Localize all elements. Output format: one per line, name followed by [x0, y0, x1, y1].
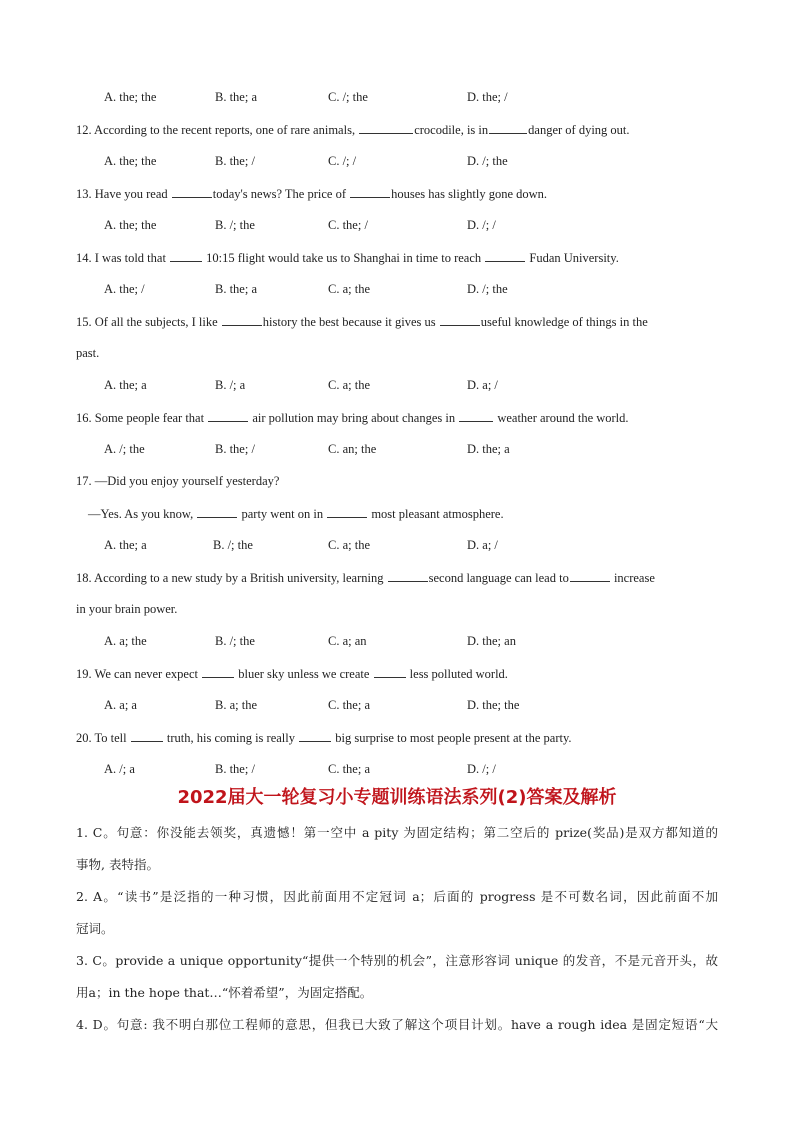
answer-1-line-2: 事物, 表特指。 [76, 857, 159, 872]
q19-text-c: less polluted world. [406, 667, 508, 681]
q13-blank-1[interactable] [172, 185, 212, 198]
q16-text-b: air pollution may bring about changes in [249, 411, 459, 425]
q15-option-a[interactable]: A. the; a [104, 378, 147, 392]
q17-option-a[interactable]: A. the; a [104, 538, 147, 552]
q20-text-b: truth, his coming is really [163, 731, 299, 745]
q15-text-b: history the best because it gives us [262, 315, 439, 329]
q19-text-b: bluer sky unless we create [235, 667, 373, 681]
q12-blank-2[interactable] [489, 121, 527, 134]
q18-option-d[interactable]: D. the; an [467, 634, 516, 648]
q20-blank-2[interactable] [299, 729, 331, 742]
q17-blank-2[interactable] [327, 505, 367, 518]
q19-blank-1[interactable] [202, 665, 234, 678]
q17-option-c[interactable]: C. a; the [328, 538, 371, 552]
answer-3-line-1: 3. C。provide a unique opportunity“提供一个特别的机会”，注意形容词 unique 的发音，不是元音开头，故 [76, 953, 718, 968]
q20-option-b[interactable]: B. the; / [215, 762, 255, 776]
q15-blank-1[interactable] [222, 313, 262, 326]
q14-text-a: 14. I was told that [76, 251, 170, 265]
q18-option-b[interactable]: B. /; the [215, 634, 255, 648]
q12-blank-1[interactable] [359, 121, 413, 134]
question-14 [76, 249, 718, 266]
q17-option-b[interactable]: B. /; the [213, 538, 253, 552]
q17-text-b: —Yes. As you know, [88, 507, 197, 521]
q13-text-c: houses has slightly gone down. [391, 187, 548, 201]
q20-option-d[interactable]: D. /; / [467, 762, 496, 776]
q11-option-a[interactable]: A. the; the [104, 90, 157, 104]
q17-text-d: most pleasant atmosphere. [368, 507, 504, 521]
q20-text-a: 20. To tell [76, 731, 130, 745]
question-12 [76, 121, 718, 138]
q20-blank-1[interactable] [131, 729, 163, 742]
q18-option-a[interactable]: A. a; the [104, 634, 147, 648]
q13-option-c[interactable]: C. the; / [328, 218, 368, 232]
q19-text-a: 19. We can never expect [76, 667, 202, 681]
q18-blank-1[interactable] [388, 569, 428, 582]
q12-option-a[interactable]: A. the; the [104, 154, 157, 168]
q18-text-c: increase [610, 571, 655, 585]
q15-text-a: 15. Of all the subjects, I like [76, 315, 221, 329]
q13-text-b: today's news? The price of [212, 187, 350, 201]
q18-text-b: second language can lead to [428, 571, 569, 585]
q11-option-c[interactable]: C. /; the [328, 90, 368, 104]
q12-text-c: danger of dying out. [528, 123, 630, 137]
q14-option-d[interactable]: D. /; the [467, 282, 508, 296]
question-17-reply [88, 505, 718, 522]
q14-text-c: Fudan University. [526, 251, 619, 265]
q12-option-b[interactable]: B. the; / [215, 154, 255, 168]
q18-option-c[interactable]: C. a; an [328, 634, 367, 648]
q12-option-c[interactable]: C. /; / [328, 154, 357, 168]
q16-text-c: weather around the world. [494, 411, 629, 425]
q20-text-c: big surprise to most people present at the party. [332, 731, 572, 745]
q16-blank-2[interactable] [459, 409, 493, 422]
question-20 [76, 729, 718, 746]
q15-option-d[interactable]: D. a; / [467, 378, 498, 392]
q15-option-c[interactable]: C. a; the [328, 378, 371, 392]
q20-option-c[interactable]: C. the; a [328, 762, 371, 776]
q13-blank-2[interactable] [350, 185, 390, 198]
question-13 [76, 185, 718, 202]
q16-blank-1[interactable] [208, 409, 248, 422]
q13-option-a[interactable]: A. the; the [104, 218, 157, 232]
q18-text-a: 18. According to a new study by a British university, learning [76, 571, 387, 585]
question-19 [76, 665, 718, 682]
answer-2-line-1: 2. A。“读书”是泛指的一种习惯，因此前面用不定冠词 a；后面的 progress 是不可数名词，因此前面不加 [76, 889, 718, 904]
q20-option-a[interactable]: A. /; a [104, 762, 135, 776]
question-15-continued: past. [76, 346, 100, 360]
answer-4-line-1: 4. D。句意: 我不明白那位工程师的意思，但我已大致了解这个项目计划。have a rough idea 是固定短语“大 [76, 1017, 718, 1032]
q14-option-a[interactable]: A. the; / [104, 282, 145, 296]
q18-blank-2[interactable] [570, 569, 610, 582]
q17-text-c: party went on in [238, 507, 327, 521]
q16-option-b[interactable]: B. the; / [215, 442, 255, 456]
q19-blank-2[interactable] [374, 665, 406, 678]
q19-option-a[interactable]: A. a; a [104, 698, 137, 712]
q11-option-d[interactable]: D. the; / [467, 90, 508, 104]
q19-option-c[interactable]: C. the; a [328, 698, 371, 712]
q13-text-a: 13. Have you read [76, 187, 171, 201]
q12-text-a: 12. According to the recent reports, one of rare animals, [76, 123, 359, 137]
q14-blank-2[interactable] [485, 249, 525, 262]
q12-option-d[interactable]: D. /; the [467, 154, 508, 168]
q12-text-b: crocodile, is in [414, 123, 489, 137]
question-16 [76, 409, 718, 426]
q16-option-c[interactable]: C. an; the [328, 442, 377, 456]
q16-option-d[interactable]: D. the; a [467, 442, 510, 456]
q19-option-d[interactable]: D. the; the [467, 698, 520, 712]
q13-option-b[interactable]: B. /; the [215, 218, 255, 232]
q16-option-a[interactable]: A. /; the [104, 442, 145, 456]
answer-section-title: 2022届大一轮复习小专题训练语法系列(2)答案及解析 [177, 787, 617, 808]
question-15 [76, 313, 718, 330]
q14-option-b[interactable]: B. the; a [215, 282, 258, 296]
question-18-continued: in your brain power. [76, 602, 178, 616]
q14-option-c[interactable]: C. a; the [328, 282, 371, 296]
q13-option-d[interactable]: D. /; / [467, 218, 496, 232]
q14-blank-1[interactable] [170, 249, 202, 262]
q16-text-a: 16. Some people fear that [76, 411, 208, 425]
q11-option-b[interactable]: B. the; a [215, 90, 258, 104]
q17-blank-1[interactable] [197, 505, 237, 518]
q15-option-b[interactable]: B. /; a [215, 378, 246, 392]
answer-2-line-2: 冠词。 [76, 921, 114, 936]
q15-blank-2[interactable] [440, 313, 480, 326]
q17-option-d[interactable]: D. a; / [467, 538, 498, 552]
answer-1-line-1: 1. C。句意：你没能去领奖，真遗憾！第一空中 a pity 为固定结构；第二空后的 prize(奖品)是双方都知道的 [76, 825, 718, 840]
answer-3-line-2: 用a；in the hope that…“怀着希望”，为固定搭配。 [76, 985, 373, 1000]
question-18 [76, 569, 718, 586]
question-17: 17. —Did you enjoy yourself yesterday? [76, 474, 280, 488]
q15-text-c: useful knowledge of things in the [480, 315, 648, 329]
q19-option-b[interactable]: B. a; the [215, 698, 258, 712]
q14-text-b: 10:15 flight would take us to Shanghai in time to reach [203, 251, 485, 265]
